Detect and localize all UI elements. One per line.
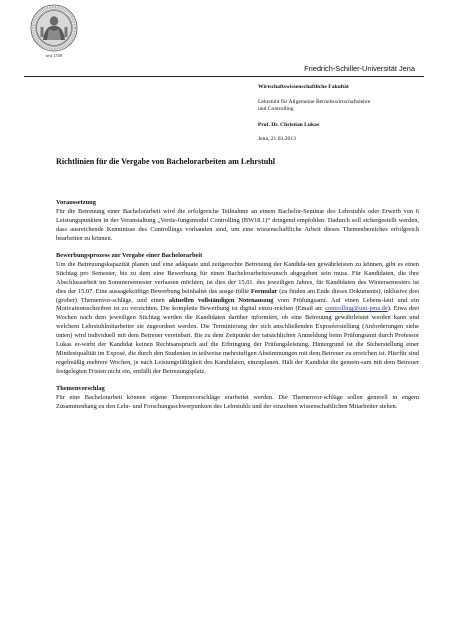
bewerbung-text-1: Um die Betreuungskapazität planen und eine adäquate und zeitgerechte Betreuung der Kandida-ten gewährleisten zu können, gibt es einen Stichtag pro Semester, bis zu dem eine Bewerbung für einen Bachelorarbeitswunsch abgegeben sein muss. Für Kandidaten, die ihre Abschlussarbeit im Sommersemester verfassen möchten, ist dies der 15.01. des jeweiligen Jahres, für Kandidaten des Wintersemesters ist dies der 15.07. Eine aussagekräftige Bewerbung beinhaltet das ausge-füllte (56, 260, 419, 295)
bewerbung-text-3: vom Prüfungsamt. Auf einen Lebens-lauf und ein Motivationsschreiben ist zu verzichten. Die komplette Bewerbung ist digital einzu-reichen (Email an: (56, 296, 419, 313)
sender-block (258, 84, 428, 143)
paragraph-voraussetzung: Für die Betreuung einer Bachelorarbeit wird die erfolgreiche Teilnahme an einem Bachelor-Seminar des Lehrstuhls oder Erwerb von 6 Leistungspunkten in der Veranstaltung „Vertie-fungsmodul Controlling (BW18.1)“ dringend empfohlen. Dadurch soll sichergestellt werden, dass ausreichende Kenntnisse des Controllings vorhanden sind, um eine wissenschaftliche Arbeit dieses Themenbereiches erfolgreich bearbeiten zu können. (56, 207, 419, 242)
place-date: Jena, 21.03.2013 (258, 135, 296, 142)
bewerbung-text-2: (zu finden am Ende dieses Dokuments), inklusive drei (grober) Themenvor-schläge, und einen (56, 287, 419, 304)
university-seal (30, 4, 78, 58)
formular-highlight: Formular (250, 287, 278, 295)
professor-name: Prof. Dr. Christian Lukas (258, 121, 320, 128)
section-heading-voraussetzung: Voraussetzung (56, 199, 96, 206)
header-divider (24, 76, 424, 77)
notenauszug-highlight: aktuellen vollständigen Notenauszug (168, 296, 274, 304)
paragraph-themenvorschlag: Für eine Bachelorarbeit können eigene Themenvorschläge erarbeitet werden. Die Themenvor-schläge sollen generell in engem Zusammenhang zu den Lehr- und Forschungsschwerpunkten des Lehrstuhls und der einzelnen wissenschaftlichen Mitarbeiter stehen. (56, 394, 419, 411)
document-body (56, 199, 419, 412)
section-heading-themenvorschlag: Themenvorschlag (56, 385, 105, 393)
bewerbung-text-4: ). Etwa drei Wochen nach dem jeweiligen Stichtag werden die Kandidaten darüber informiert, ob eine Betreuung gewährleistet werden kann und welchem Lehrstuhlmitarbeiter sie zugeordnet werden. Die Terminierung der sich anschließenden Exposéerstellung (Anforderungen siehe unten) wird individuell mit dem Betreuer vereinbart. Bis zu dem Zeitpunkt der tatsächlichen Anmeldung beim Prüfungsamt durch Professor Lukas er-wirbt der Kandidat keinen Rechtsanspruch auf die Erbringung der Prüfungsleistung. Hintergrund ist die Sicherstellung einer Mindestqualität im Exposé, die durch den Studenten in teilweise mehrstufigen Abstimmungen mit dem Betreuer zu erreichen ist. Hierfür sind regelmäßig mehrere Wochen, je nach Leistungsfähigkeit des Kandidaten, einzuplanen. Hält der Kandidat die gemein-sam mit dem Betreuer festgelegten Fristen nicht ein, entfällt der Betreuungsplatz. (56, 305, 419, 376)
faculty-name: Wirtschaftswissenschaftliche Fakultät (258, 84, 349, 90)
email-link[interactable]: controlling@uni-jena.de (325, 305, 388, 313)
section-heading-bewerbung: Bewerbungsprozess zur Vergabe einer Bachelorarbeit (56, 251, 203, 259)
chair-line-2: und Controlling (258, 106, 294, 113)
founding-year: seit 1558 (45, 53, 63, 58)
chair-name (258, 99, 428, 113)
university-name: Friedrich-Schiller-Universität Jena (304, 64, 415, 73)
chair-line-1: Lehrstuhl für Allgemeine Betriebswirtschaftslehre (258, 99, 371, 106)
seal-icon (30, 4, 78, 52)
paragraph-bewerbung (56, 261, 419, 377)
document-title: Richtlinien für die Vergabe von Bachelorarbeiten am Lehrstuhl (56, 157, 276, 166)
